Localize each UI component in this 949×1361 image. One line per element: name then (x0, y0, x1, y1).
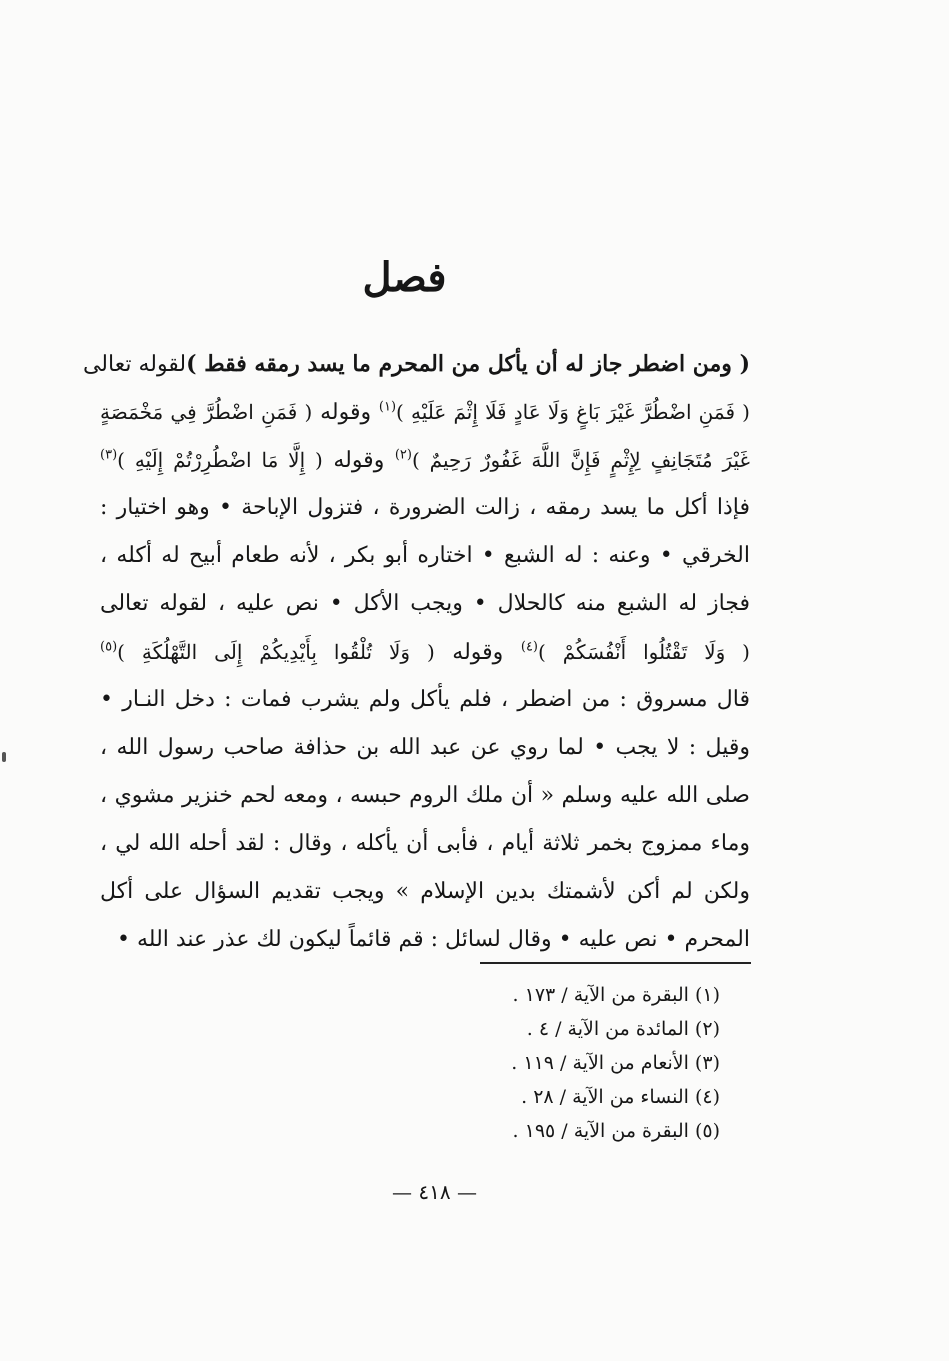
footnote-ref: (٣) (100, 447, 118, 463)
footnote: (٥) البقرة من الآية / ١٩٥ . (512, 1120, 720, 1142)
footnote: (١) البقرة من الآية / ١٧٣ . (512, 984, 720, 1006)
quran-verse: ( وَلَا تُلْقُوا بِأَيْدِيكُمْ إِلَى التَّهْلُكَةِ ) (117, 640, 435, 664)
text-run: ولكن لم أكن لأشمتك بدين الإسلام » ويجب تقديم السؤال على أكل (100, 879, 750, 904)
text-run: قال مسروق : من اضطر ، فلم يأكل ولم يشرب فمات : دخل النـار • (100, 687, 750, 712)
text-line (100, 436, 750, 484)
text-line (82, 340, 750, 388)
text-run: الخرقي • وعنه : له الشبع • اختاره أبو بكر ، لأنه طعام أبيح له أكله ، (100, 543, 750, 568)
section-title: فصل (362, 254, 447, 301)
text-run: وقوله (434, 640, 521, 665)
text-line (100, 628, 750, 676)
text-line (100, 580, 750, 628)
quran-verse: غَيْرَ مُتَجَانِفٍ لِإِثْمٍ فَإِنَّ اللَّهَ غَفُورٌ رَحِيمٌ ) (411, 448, 750, 472)
footnote-divider (480, 962, 751, 964)
footnote-ref: (١) (378, 399, 397, 415)
text-line (100, 868, 750, 916)
bold-heading-run: ( ومن اضطر جاز له أن يأكل من المحرم ما يسد رمقه فقط ) (186, 351, 750, 377)
footnote: (٤) النساء من الآية / ٢٨ . (521, 1086, 720, 1108)
text-run: وماء ممزوج بخمر ثلاثة أيام ، فأبى أن يأكله ، وقال : لقد أحله الله لي ، (100, 831, 750, 856)
footnote-ref: (٢) (394, 447, 412, 463)
text-run: وقيل : لا يجب • لما روي عن عبد الله بن حذافة صاحب رسول الله ، (100, 735, 750, 760)
quran-verse: ( فَمَنِ اضْطُرَّ غَيْرَ بَاغٍ وَلَا عَادٍ فَلَا إِثْمَ عَلَيْهِ ) (396, 400, 750, 424)
text-run: لقوله تعالى (82, 352, 187, 377)
text-line (100, 820, 750, 868)
text-line (100, 724, 750, 772)
text-run: وقوله (312, 400, 379, 425)
text-run: فإذا أكل ما يسد رمقه ، زالت الضرورة ، فتزول الإباحة • وهو اختيار : (100, 495, 750, 520)
page-number: — ٤١٨ — (392, 1180, 477, 1204)
scan-mark (2, 752, 6, 762)
footnote-ref: (٥) (100, 639, 118, 655)
text-line (100, 772, 750, 820)
quran-verse: ( فَمَنِ اضْطُرَّ فِي مَخْمَصَةٍ (100, 400, 313, 424)
text-line (100, 916, 750, 964)
text-run: فجاز له الشبع منه كالحلال • ويجب الأكل • نص عليه ، لقوله تعالى (100, 591, 750, 616)
text-run: المحرم • نص عليه • وقال لسائل : قم قائماً ليكون لك عذر عند الله • (117, 927, 750, 952)
footnote-ref: (٤) (520, 639, 538, 655)
text-line (100, 484, 750, 532)
quran-verse: ( وَلَا تَقْتُلُوا أَنْفُسَكُمْ ) (538, 640, 750, 664)
text-line (100, 388, 750, 436)
quran-verse: ( إِلَّا مَا اضْطُرِرْتُمْ إِلَيْهِ ) (117, 448, 323, 472)
text-line (100, 676, 750, 724)
footnotes (380, 978, 720, 1148)
text-line (100, 532, 750, 580)
body-text (82, 340, 750, 964)
text-run: صلى الله عليه وسلم « أن ملك الروم حبسه ، ومعه لحم خنزير مشوي ، (100, 783, 750, 808)
footnote: (٣) الأنعام من الآية / ١١٩ . (511, 1052, 720, 1074)
text-run: وقوله (322, 448, 395, 473)
footnote: (٢) المائدة من الآية / ٤ . (526, 1018, 720, 1040)
